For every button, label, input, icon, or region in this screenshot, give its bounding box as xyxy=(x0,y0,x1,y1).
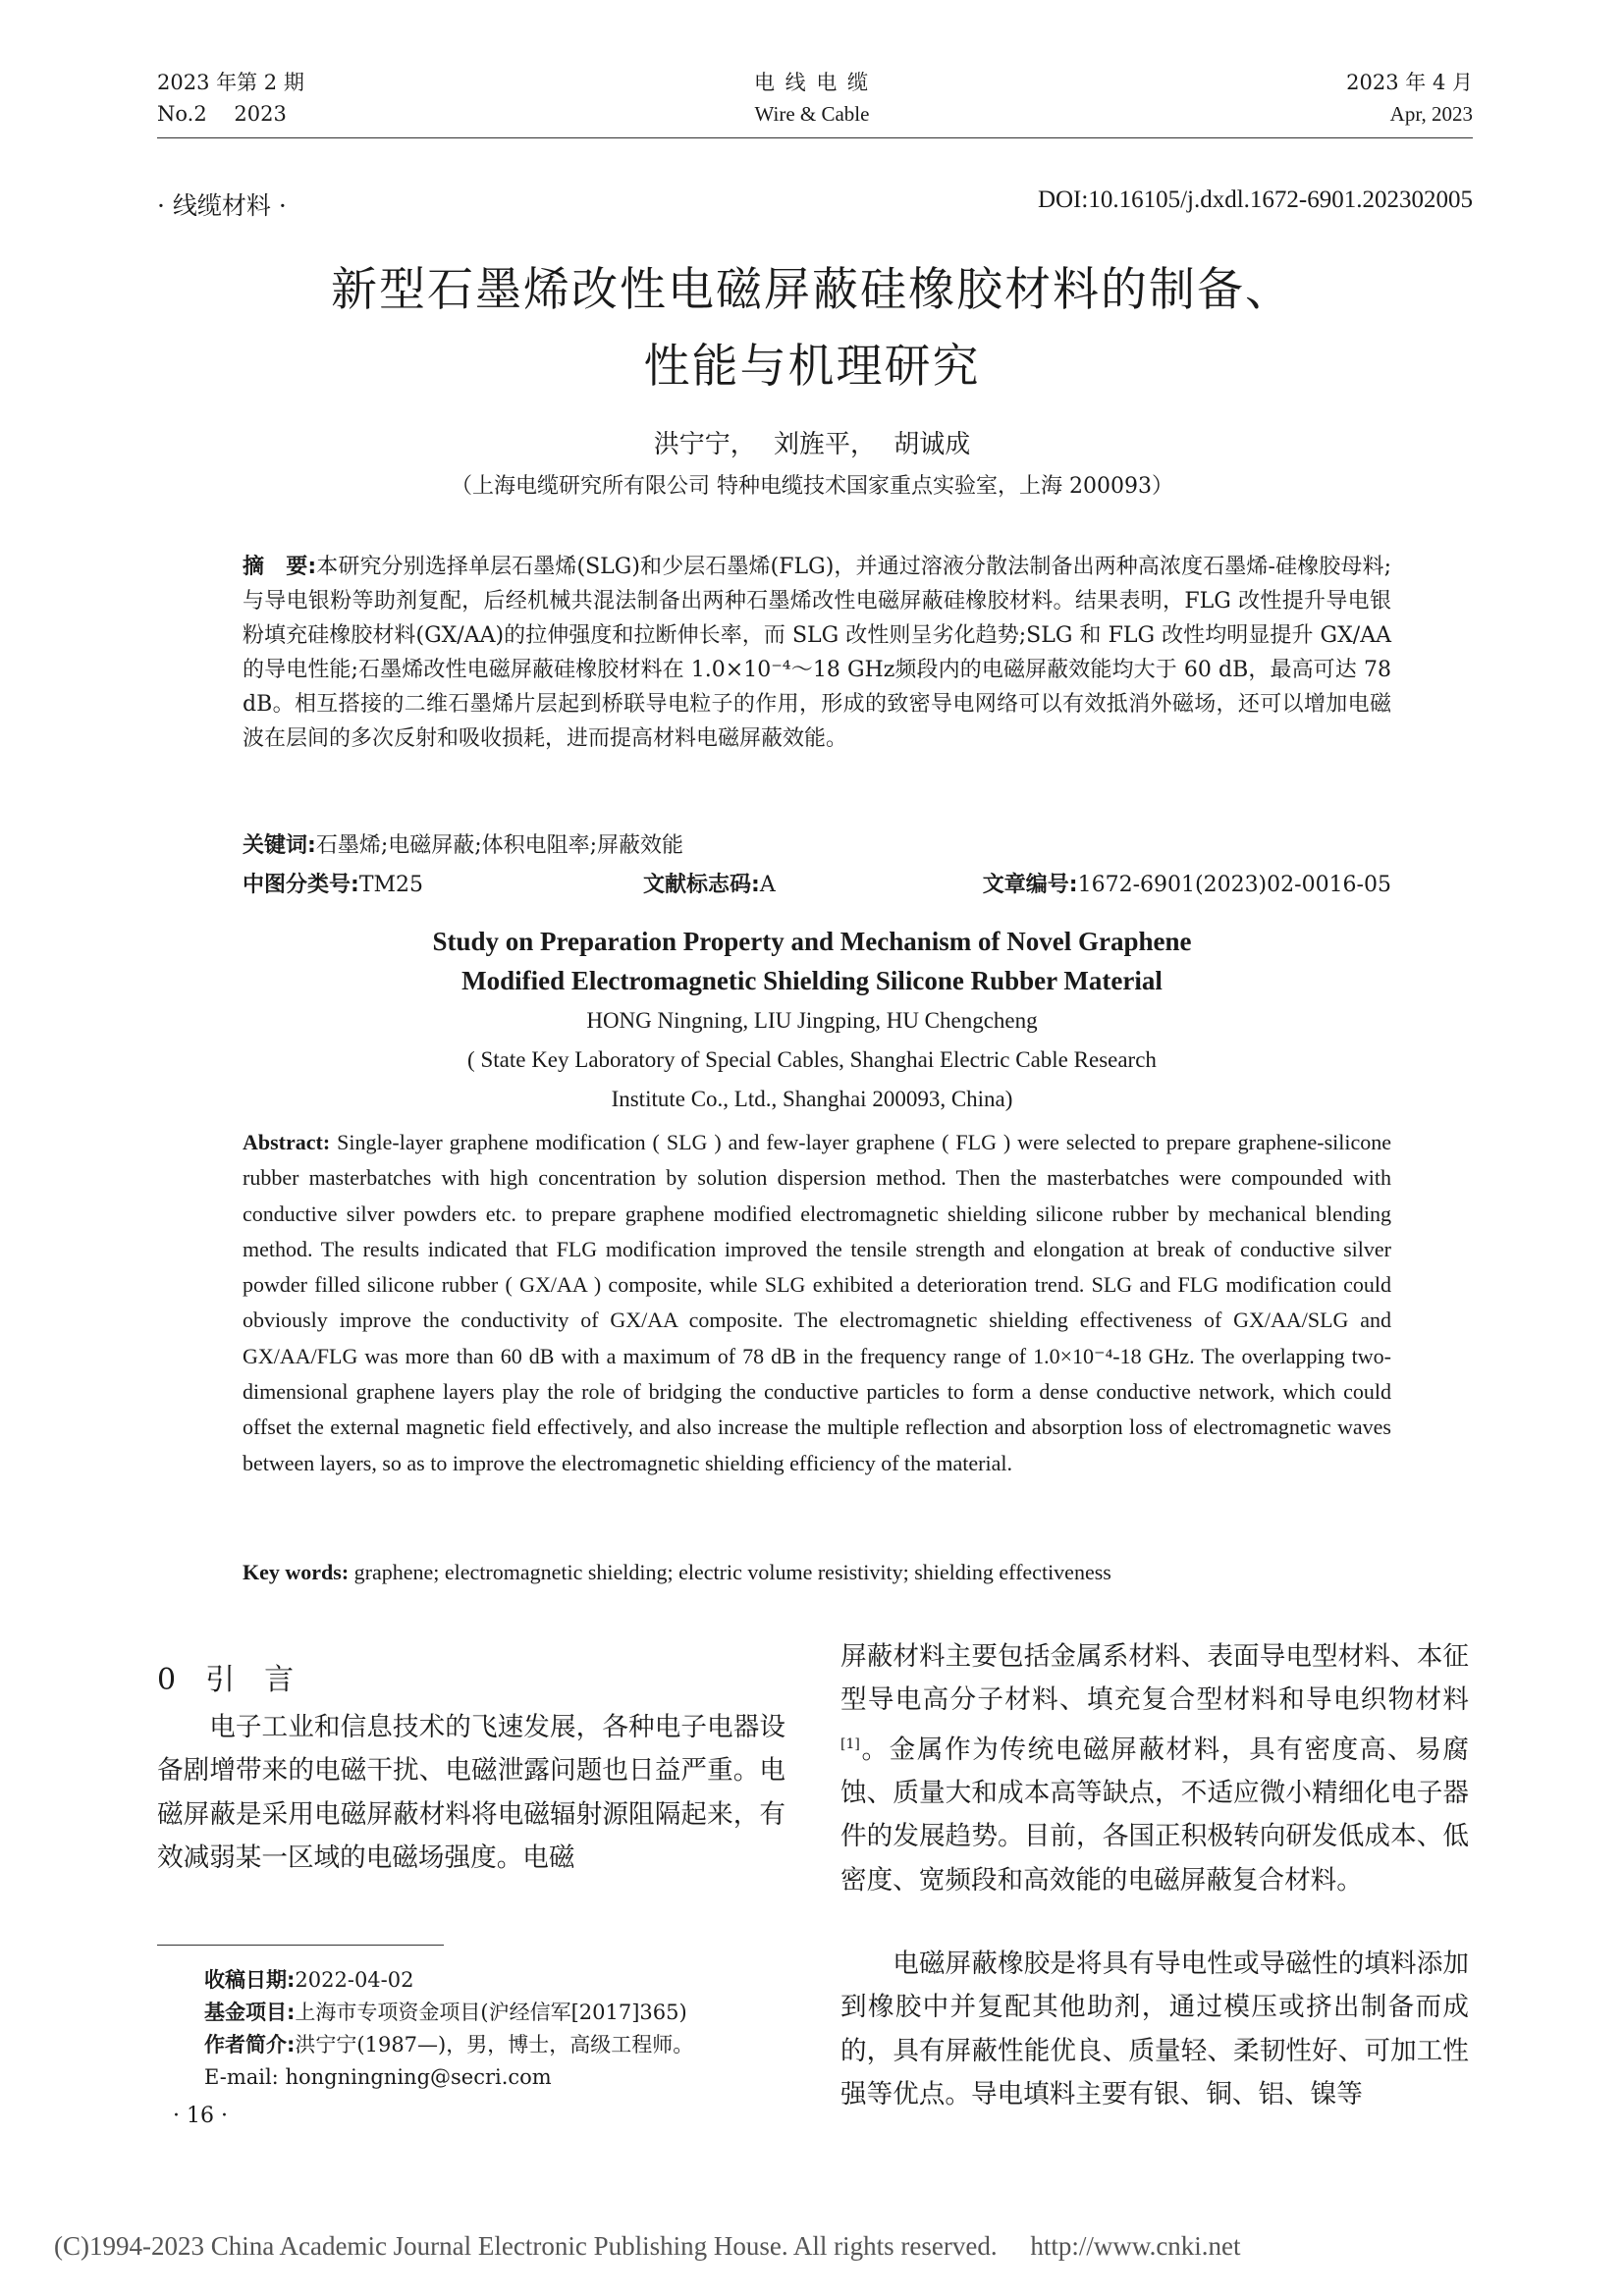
keywords-cn xyxy=(243,828,1391,863)
title-cn-line2: 性能与机理研究 xyxy=(643,340,981,394)
affiliation-cn: （上海电缆研究所有限公司 特种电缆技术国家重点实验室，上海 200093） xyxy=(451,474,1173,499)
title-en-line1: Study on Preparation Property and Mechanism of Novel Graphene xyxy=(432,927,1192,956)
keywords-en xyxy=(243,1555,1391,1590)
keywords-cn-label: 关键词: xyxy=(243,833,316,858)
abstract-en-text: Single-layer graphene modification ( SLG ) and few-layer graphene ( FLG ) were selected to prepare graphene-silicone rubber masterbatches with high concentration by solution dispersion method. Then the masterbatches were compounded with conductive silver powders etc. to prepare graphene modified electromagnetic shielding silicone rubber by mechanical blending method. The results indicated that FLG modification improved the tensile strength and elongation at break of conductive silver powder filled silicone rubber ( GX/AA ) composite, while SLG exhibited a deterioration trend. SLG and FLG modification could obviously improve the conductivity of GX/AA composite. The electromagnetic shielding effectiveness of GX/AA/SLG and GX/AA/FLG was more than 60 dB with a maximum of 78 dB in the frequency range of 1.0×10⁻⁴-18 GHz. The overlapping two-dimensional graphene layers play the role of bridging the conductive particles to form a dense conductive network, which could offset the external magnetic field effectively, and also increase the multiple reflection and absorption loss of electromagnetic waves between layers, so as to improve the electromagnetic shielding efficiency of the material. xyxy=(243,1130,1391,1475)
clc-value: TM25 xyxy=(358,873,424,897)
footnote-author: 作者简介:洪宁宁(1987—)，男，博士，高级工程师。 xyxy=(204,2033,694,2056)
journal-name-en: Wire & Cable xyxy=(754,102,870,126)
journal-name-cn: 电 线 电 缆 xyxy=(753,71,871,94)
doi: DOI:10.16105/j.dxdl.1672-6901.202302005 xyxy=(1037,187,1473,213)
footnote-fund: 基金项目:上海市专项资金项目(沪经信军[2017]365) xyxy=(204,2001,687,2024)
abstract-cn-label: 摘 要: xyxy=(243,555,317,579)
section-heading-introduction: 0 引 言 xyxy=(157,1663,295,1697)
keywords-en-label: Key words: xyxy=(243,1560,350,1584)
doc-code xyxy=(643,868,776,902)
header-rule xyxy=(157,137,1473,138)
affiliation-en-line2: Institute Co., Ltd., Shanghai 200093, China) xyxy=(611,1087,1013,1111)
title-cn-line1: 新型石墨烯改性电磁屏蔽硅橡胶材料的制备、 xyxy=(331,263,1293,317)
running-header-right xyxy=(1346,67,1473,130)
copyright-footer: (C)1994-2023 China Academic Journal Electronic Publishing House. All rights reserved. http://www.cnki.net xyxy=(54,2231,1241,2261)
citation-ref-1: [1] xyxy=(840,1735,860,1752)
footnote xyxy=(204,1964,693,2094)
title-en-line2: Modified Electromagnetic Shielding Silicone Rubber Material xyxy=(461,966,1163,995)
right-col-paragraph-1 xyxy=(840,1635,1469,1902)
section-tag: · 线缆材料 · xyxy=(157,191,287,220)
doc-code-value: A xyxy=(759,873,776,897)
doc-code-label: 文献标志码: xyxy=(643,873,760,897)
page-number: · 16 · xyxy=(173,2104,228,2128)
article-number xyxy=(983,868,1391,902)
clc-label: 中图分类号: xyxy=(243,873,359,897)
authors-cn: 洪宁宁， 刘旌平， 胡诚成 xyxy=(653,430,971,459)
issue-cn: 2023 年第 2 期 xyxy=(157,71,304,94)
abstract-en xyxy=(243,1125,1391,1481)
footnote-email: E-mail: hongningning@secri.com xyxy=(204,2065,552,2089)
abstract-cn xyxy=(243,550,1391,756)
article-no-label: 文章编号: xyxy=(982,873,1078,897)
keywords-cn-text: 石墨烯;电磁屏蔽;体积电阻率;屏蔽效能 xyxy=(315,833,684,858)
intro-paragraph-1: 电子工业和信息技术的飞速发展，各种电子电器设备剧增带来的电磁干扰、电磁泄露问题也日益严重。电磁屏蔽是采用电磁屏蔽材料将电磁辐射源阻隔起来，有效减弱某一区域的电磁场强度。电磁 xyxy=(157,1712,785,1874)
affiliation-en-line1: ( State Key Laboratory of Special Cables, Shanghai Electric Cable Research xyxy=(467,1047,1157,1072)
keywords-en-text: graphene; electromagnetic shielding; electric volume resistivity; shielding effectiveness xyxy=(353,1560,1111,1584)
abstract-cn-text: 本研究分别选择单层石墨烯(SLG)和少层石墨烯(FLG)，并通过溶液分散法制备出两种高浓度石墨烯-硅橡胶母料;与导电银粉等助剂复配，后经机械共混法制备出两种石墨烯改性电磁屏蔽硅橡胶材料。结果表明，FLG 改性提升导电银粉填充硅橡胶材料(GX/AA)的拉伸强度和拉断伸长率，而 SLG 改性则呈劣化趋势;SLG 和 FLG 改性均明显提升 GX/AA 的导电性能;石墨烯改性电磁屏蔽硅橡胶材料在 1.0×10⁻⁴～18 GHz频段内的电磁屏蔽效能均大于 60 dB，最高可达 78 dB。相互搭接的二维石墨烯片层起到桥联导电粒子的作用，形成的致密导电网络可以有效抵消外磁场，还可以增加电磁波在层间的多次反射和吸收损耗，进而提高材料电磁屏蔽效能。 xyxy=(243,555,1391,751)
right-col-para1-part1: 屏蔽材料主要包括金属系材料、表面导电型材料、本征型导电高分子材料、填充复合型材料和导电织物材料 xyxy=(840,1641,1469,1716)
right-col-para1-part2: 。金属作为传统电磁屏蔽材料，具有密度高、易腐蚀、质量大和成本高等缺点，不适应微小精细化电子器件的发展趋势。目前，各国正积极转向研发低成本、低密度、宽频段和高效能的电磁屏蔽复合材料。 xyxy=(840,1734,1469,1896)
date-en: Apr, 2023 xyxy=(1389,102,1473,126)
issue-en: No.2 2023 xyxy=(157,102,287,126)
abstract-en-label: Abstract: xyxy=(243,1130,331,1154)
footnote-received: 收稿日期:2022-04-02 xyxy=(204,1968,414,1992)
footnote-rule xyxy=(157,1945,444,1946)
date-cn: 2023 年 4 月 xyxy=(1346,71,1473,94)
authors-en: HONG Ningning, LIU Jingping, HU Chengcheng xyxy=(586,1008,1038,1033)
clc-number xyxy=(243,868,423,902)
article-no-value: 1672-6901(2023)02-0016-05 xyxy=(1077,873,1391,897)
right-col-paragraph-2: 电磁屏蔽橡胶是将具有导电性或导磁性的填料添加到橡胶中并复配其他助剂，通过模压或挤出制备而成的，具有屏蔽性能优良、质量轻、柔韧性好、可加工性强等优点。导电填料主要有银、铜、铝、镍等 xyxy=(840,1949,1469,2110)
